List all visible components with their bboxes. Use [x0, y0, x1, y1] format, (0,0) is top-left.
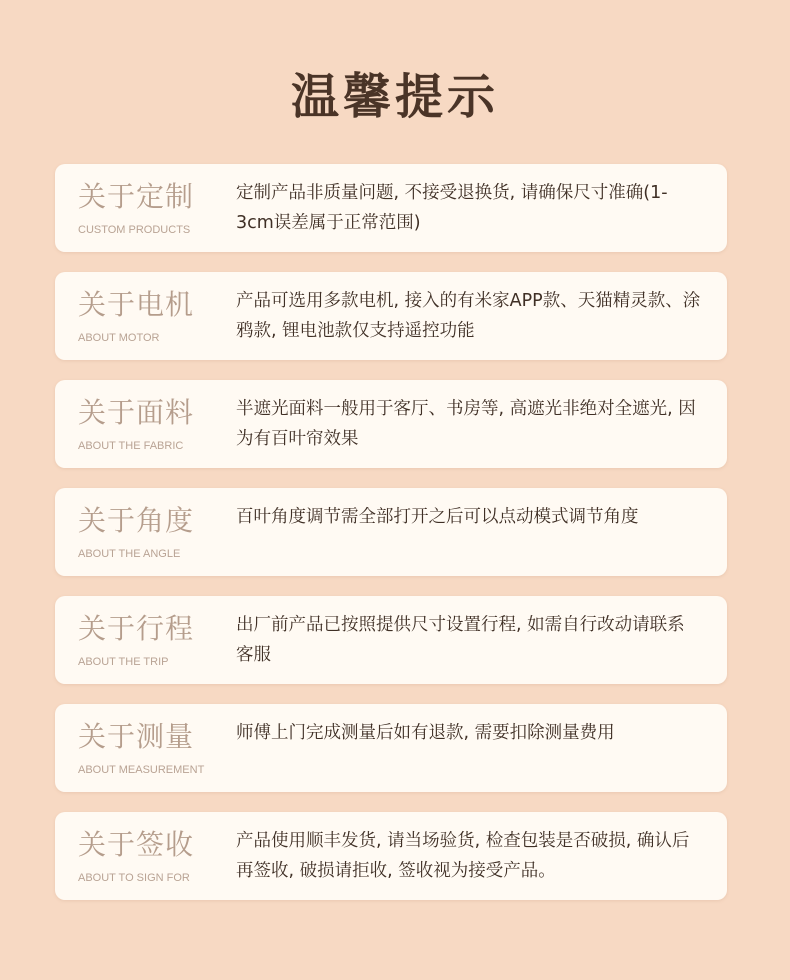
tip-card-sign-for [55, 812, 727, 900]
tip-heading [78, 287, 228, 345]
tip-subtitle: CUSTOM PRODUCTS [78, 224, 191, 236]
tip-heading [78, 179, 228, 237]
tip-title: 关于测量 [78, 720, 195, 753]
tip-title: 关于角度 [78, 504, 195, 537]
tip-heading [78, 503, 228, 561]
page-title: 温馨提示 [290, 69, 499, 125]
tip-description: 出厂前产品已按照提供尺寸设置行程, 如需自行改动请联系客服 [236, 615, 685, 665]
tip-title: 关于电机 [78, 288, 195, 321]
tip-description: 半遮光面料一般用于客厅、书房等, 高遮光非绝对全遮光, 因为有百叶帘效果 [236, 399, 696, 449]
tip-subtitle: ABOUT THE TRIP [78, 656, 169, 668]
tip-description: 产品可选用多款电机, 接入的有米家APP款、天猫精灵款、涂鸦款, 锂电池款仅支持遥控功能 [236, 291, 701, 341]
tip-heading [78, 719, 228, 777]
tip-card-angle [55, 488, 727, 576]
tip-subtitle: ABOUT THE FABRIC [78, 440, 184, 452]
tip-description: 产品使用顺丰发货, 请当场验货, 检查包装是否破损, 确认后再签收, 破损请拒收, 签收视为接受产品。 [236, 831, 690, 881]
tip-card-fabric [55, 380, 727, 468]
tip-heading [78, 611, 228, 669]
tip-title: 关于行程 [78, 612, 195, 645]
tip-title: 关于定制 [78, 180, 195, 213]
tips-list [55, 164, 727, 920]
tip-heading [78, 395, 228, 453]
tip-heading [78, 827, 228, 885]
tip-title: 关于签收 [78, 828, 195, 861]
tip-card-motor [55, 272, 727, 360]
tip-card-custom [55, 164, 727, 252]
tip-subtitle: ABOUT MEASUREMENT [78, 764, 205, 776]
tip-subtitle: ABOUT TO SIGN FOR [78, 872, 190, 884]
tip-subtitle: ABOUT MOTOR [78, 332, 160, 344]
tip-description: 师傅上门完成测量后如有退款, 需要扣除测量费用 [236, 723, 615, 743]
tip-title: 关于面料 [78, 396, 195, 429]
tip-card-measurement [55, 704, 727, 792]
tip-description: 百叶角度调节需全部打开之后可以点动模式调节角度 [236, 507, 639, 527]
tip-description: 定制产品非质量问题, 不接受退换货, 请确保尺寸准确(1-3cm误差属于正常范围) [236, 183, 668, 233]
tip-subtitle: ABOUT THE ANGLE [78, 548, 181, 560]
tip-card-trip [55, 596, 727, 684]
